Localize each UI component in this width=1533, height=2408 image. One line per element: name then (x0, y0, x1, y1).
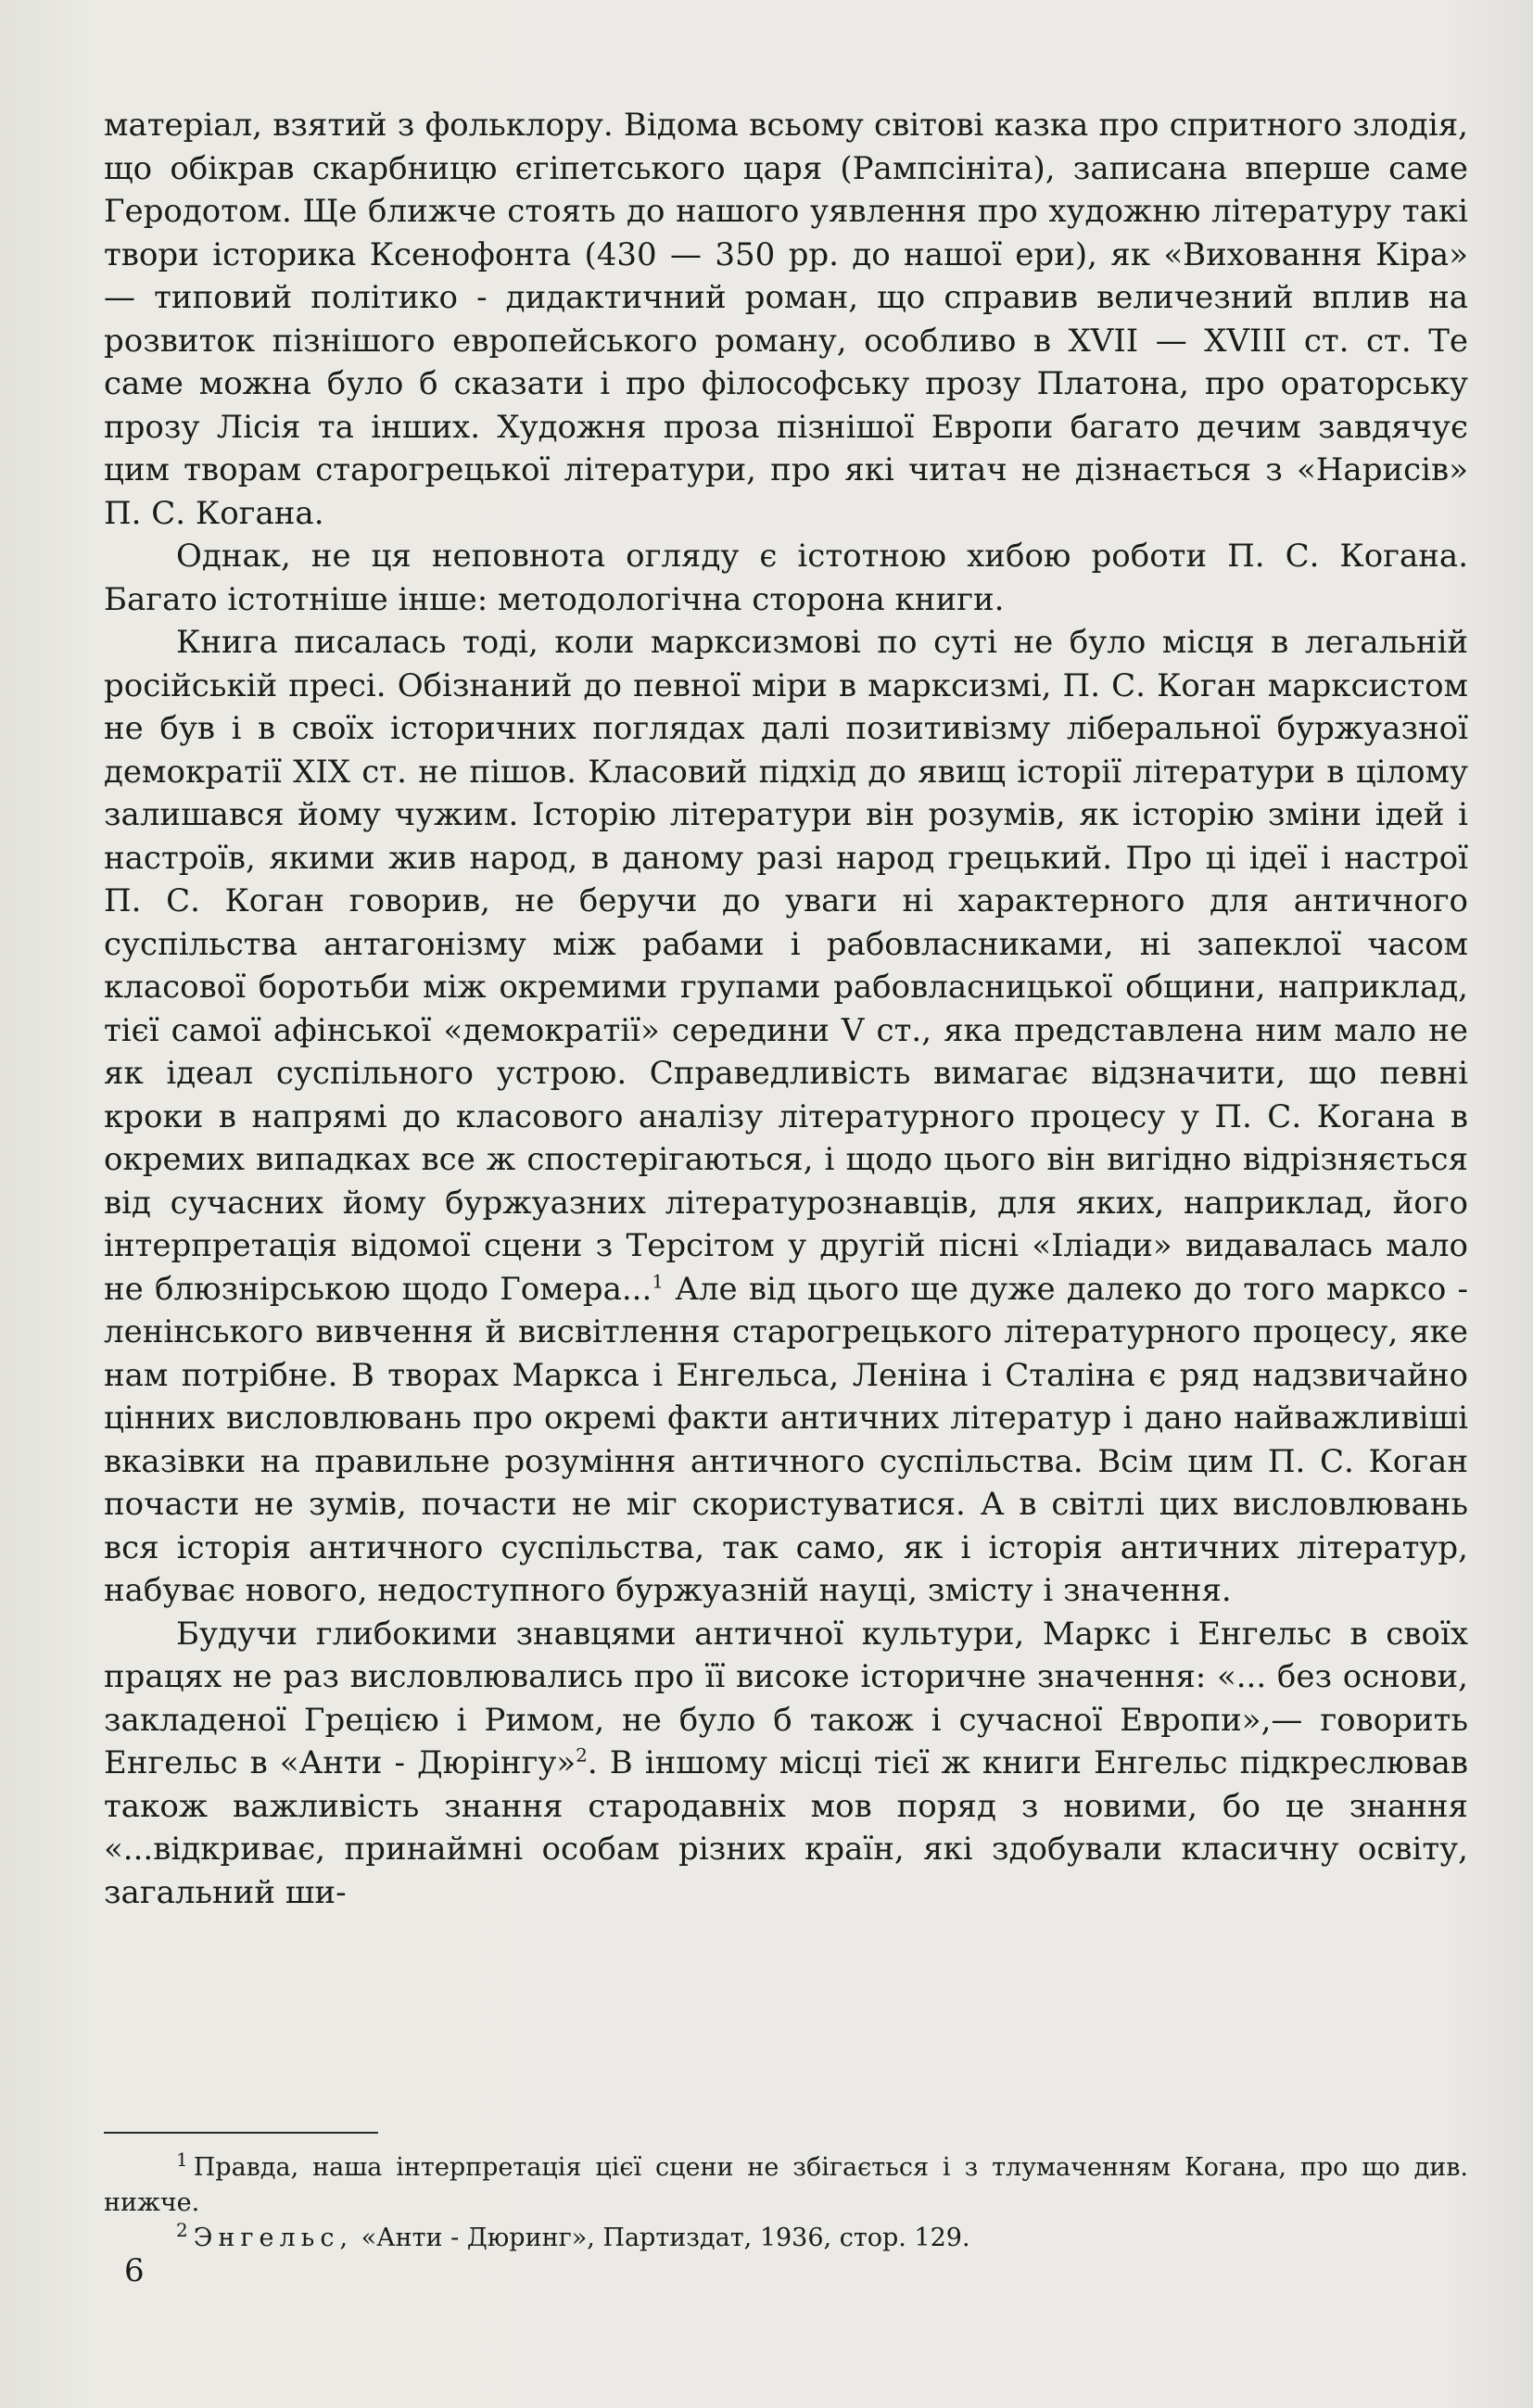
paragraph-4-part-b: . В іншому місці тієї ж книги Енгельс підкреслював також важливість знання стародавніх мов поряд з новими, бо це знання «...відкриває, принаймні особам різних країн, які здобували класичну освіту, загальний ши- (104, 1744, 1468, 1911)
footnote-ref-2: 2 (576, 1743, 588, 1767)
page-number: 6 (124, 2252, 145, 2289)
main-text (104, 104, 1468, 1914)
paragraph-3-part-a: Книга писалась тоді, коли марксизмові по суті не було місця в легальній російській пресі. Обізнаний до певної міри в марксизмі, П. С. Коган марксистом не був і в своїх історичних поглядах далі позитивізму ліберальної буржуазної демократії XIX ст. не пішов. Класовий підхід до явищ історії літератури в цілому залишався йому чужим. Історію літератури він розумів, як історію зміни ідей і настроїв, якими жив народ, в даному разі народ грецький. Про ці ідеї і настрої П. С. Коган говорив, не беручи до уваги ні характерного для античного суспільства антагонізму між рабами і рабовласниками, ні запеклої часом класової боротьби між окремими групами рабовласницької общини, наприклад, тієї самої афінської «демократії» середини V ст., яка представлена ним мало не як ідеал суспільного устрою. Справедливість вимагає відзначити, що певні кроки в напрямі до класового аналізу літературного процесу у П. С. Когана в окремих випадках все ж спостерігаються, і щодо цього він вигідно відрізняється від сучасних йому буржуазних літературознавців, для яких, наприклад, його інтерпретація відомої сцени з Терсітом у другій пісні «Іліади» видавалась мало не блюзнірською щодо Гомера... (104, 624, 1468, 1308)
footnote-2-text: «Анти - Дюринг», Партиздат, 1936, стор. 129. (353, 2224, 970, 2252)
paragraph-4-part-a: Будучи глибокими знавцями античної культури, Маркс і Енгельс в своїх працях не раз висловлювались про її високе історичне значення: «... без основи, закладеної Грецією і Римом, не було б також і сучасної Европи»,— говорить Енгельс в «Анти - Дюрінгу» (104, 1615, 1468, 1781)
paragraph-3 (104, 621, 1468, 1613)
paragraph-1: матеріал, взятий з фольклору. Відома всьому світові казка про спритного злодія, що обікрав скарбницю єгіпетського царя (Рампсініта), записана вперше саме Геродотом. Ще ближче стоять до нашого уявлення про художню літературу такі твори історика Ксенофонта (430 — 350 рр. до нашої ери), як «Виховання Кіра» — типовий політико - дидактичний роман, що справив величезний вплив на розвиток пізнішого европейського роману, особливо в XVII — XVIII ст. ст. Те саме можна було б сказати і про філософську прозу Платона, про ораторську прозу Лісія та інших. Художня проза пізнішої Европи багато дечим завдячує цим творам старогрецької літератури, про які читач не дізнається з «Нарисів» П. С. Когана. (104, 107, 1468, 532)
footnotes (104, 2150, 1468, 2256)
footnote-1 (104, 2150, 1468, 2221)
footnote-1-number: 1 (176, 2148, 188, 2171)
paragraph-3-part-b: Але від цього ще дуже далеко до того марксо - ленінського вивчення й висвітлення старогрецького літературного процесу, яке нам потрібне. В творах Маркса і Енгельса, Леніна і Сталіна є ряд надзвичайно цінних висловлювань про окремі факти античних літератур і дано найважливіші вказівки на правильне розуміння античного суспільства. Всім цим П. С. Коган почасти не зумів, почасти не міг скористуватися. А в світлі цих висловлювань вся історія античного суспільства, так само, як і історія античних літератур, набуває нового, недоступного буржуазній науці, змісту і значення. (104, 1270, 1468, 1609)
footnote-ref-1: 1 (652, 1270, 664, 1293)
paragraph-2: Однак, не ця неповнота огляду є істотною хибою роботи П. С. Когана. Багато істотніше інше: методологічна сторона книги. (104, 538, 1468, 618)
footnote-2-author: Энгельс, (193, 2224, 354, 2252)
footnote-2 (104, 2221, 1468, 2256)
footnote-1-text: Правда, наша інтерпретація цієї сцени не збігається і з тлумаченням Когана, про що див. нижче. (104, 2153, 1468, 2217)
footnote-2-number: 2 (176, 2219, 188, 2241)
paragraph-4 (104, 1613, 1468, 1915)
footnote-divider (104, 2132, 378, 2134)
